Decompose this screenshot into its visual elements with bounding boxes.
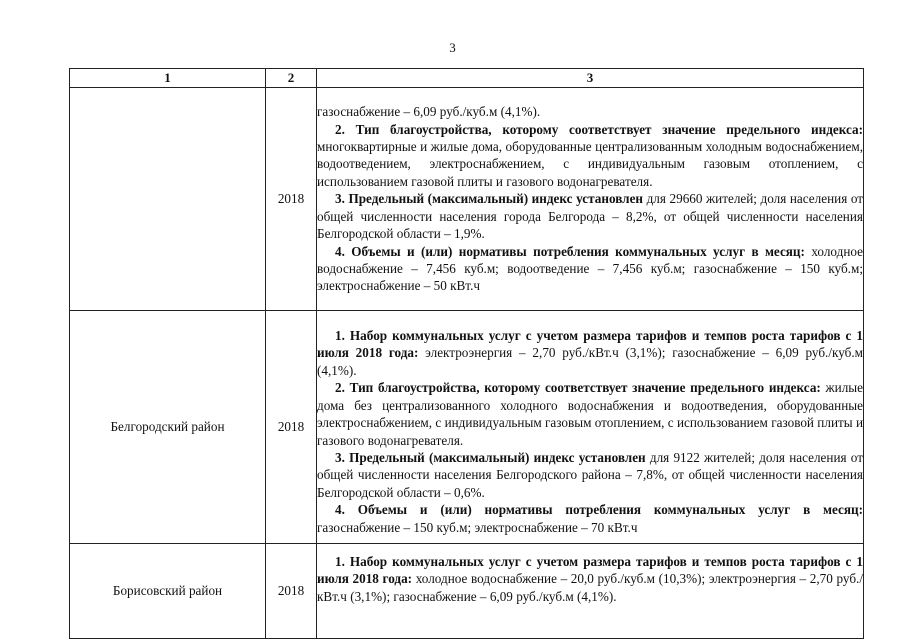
region-cell: Борисовский район bbox=[70, 544, 266, 639]
paragraph bbox=[317, 327, 863, 379]
paragraph-heading: 4. Объемы и (или) нормативы потребления коммунальных услуг в месяц: bbox=[335, 502, 863, 518]
paragraph-text: многоквартирные и жилые дома, оборудованные централизованным холодным водоснабжением, водоотведением, электроснабжением, с индивидуальным газовым отоплением, с использованием газовой плиты и газового водонагревателя. bbox=[317, 139, 863, 189]
paragraph-heading: 4. Объемы и (или) нормативы потребления коммунальных услуг в месяц: bbox=[335, 243, 805, 259]
column-header-3: 3 bbox=[317, 69, 864, 88]
paragraph-heading: 3. Предельный (максимальный) индекс установлен bbox=[335, 191, 644, 207]
column-header-2: 2 bbox=[266, 69, 317, 88]
paragraph-text: жилые дома без централизованного холодного водоснабжения и водоотведения, оборудованные электроснабжением, с индивидуальным газовым отоплением, с использованием газовой плиты и газового водонагревателя. bbox=[317, 380, 863, 448]
paragraph bbox=[317, 449, 863, 501]
paragraph bbox=[317, 379, 863, 449]
paragraph-text: для 29660 жителей; доля населения от общей численности населения города Белгорода – 8,2%, от общей численности населения Белгородской области – 1,9%. bbox=[317, 191, 863, 242]
table-row bbox=[70, 544, 864, 639]
paragraph bbox=[317, 553, 863, 605]
description-cell bbox=[317, 544, 864, 639]
year-cell: 2018 bbox=[266, 544, 317, 639]
paragraph bbox=[317, 121, 863, 191]
year-cell: 2018 bbox=[266, 311, 317, 544]
paragraph-heading: 3. Предельный (максимальный) индекс установлен bbox=[335, 449, 646, 465]
year-cell: 2018 bbox=[266, 88, 317, 311]
paragraph-heading: 1. Набор коммунальных услуг с учетом размера тарифов и темпов роста тарифов с 1 июля 2018 года: bbox=[317, 328, 863, 361]
region-cell bbox=[70, 88, 266, 311]
paragraph-heading: 2. Тип благоустройства, которому соответствует значение предельного индекса: bbox=[335, 121, 863, 137]
region-cell: Белгородский район bbox=[70, 311, 266, 544]
paragraph-heading: 2. Тип благоустройства, которому соответствует значение предельного индекса: bbox=[335, 380, 821, 396]
table-header-row bbox=[70, 69, 864, 88]
tariff-table bbox=[69, 68, 864, 639]
paragraph-text: электроэнергия – 2,70 руб./кВт.ч (3,1%); газоснабжение – 6,09 руб./куб.м (4,1%). bbox=[317, 345, 864, 378]
paragraph bbox=[317, 501, 863, 536]
paragraph-text: газоснабжение – 6,09 руб./куб.м (4,1%). bbox=[317, 104, 541, 120]
paragraph bbox=[317, 190, 863, 242]
paragraph bbox=[317, 103, 863, 120]
table-row bbox=[70, 88, 864, 311]
column-header-1: 1 bbox=[70, 69, 266, 88]
description-cell bbox=[317, 88, 864, 311]
description-cell bbox=[317, 311, 864, 544]
page-number: 3 bbox=[449, 40, 456, 55]
paragraph-text: газоснабжение – 150 куб.м; электроснабжение – 70 кВт.ч bbox=[317, 519, 638, 535]
paragraph-text: для 9122 жителей; доля населения от общей численности населения Белгородского района – 7,8%, от общей численности населения Белгородской области – 0,6%. bbox=[317, 449, 863, 500]
paragraph-text: холодное водоснабжение – 20,0 руб./куб.м (10,3%); электроэнергия – 2,70 руб./кВт.ч (3,1%); газоснабжение – 6,09 руб./куб.м (4,1%). bbox=[317, 571, 863, 604]
paragraph-heading: 1. Набор коммунальных услуг с учетом размера тарифов и темпов роста тарифов с 1 июля 2018 года: bbox=[317, 554, 863, 587]
paragraph-text: холодное водоснабжение – 7,456 куб.м; водоотведение – 7,456 куб.м; газоснабжение – 150 куб.м; электроснабжение – 50 кВт.ч bbox=[317, 243, 864, 294]
paragraph bbox=[317, 243, 863, 295]
table-row bbox=[70, 311, 864, 544]
